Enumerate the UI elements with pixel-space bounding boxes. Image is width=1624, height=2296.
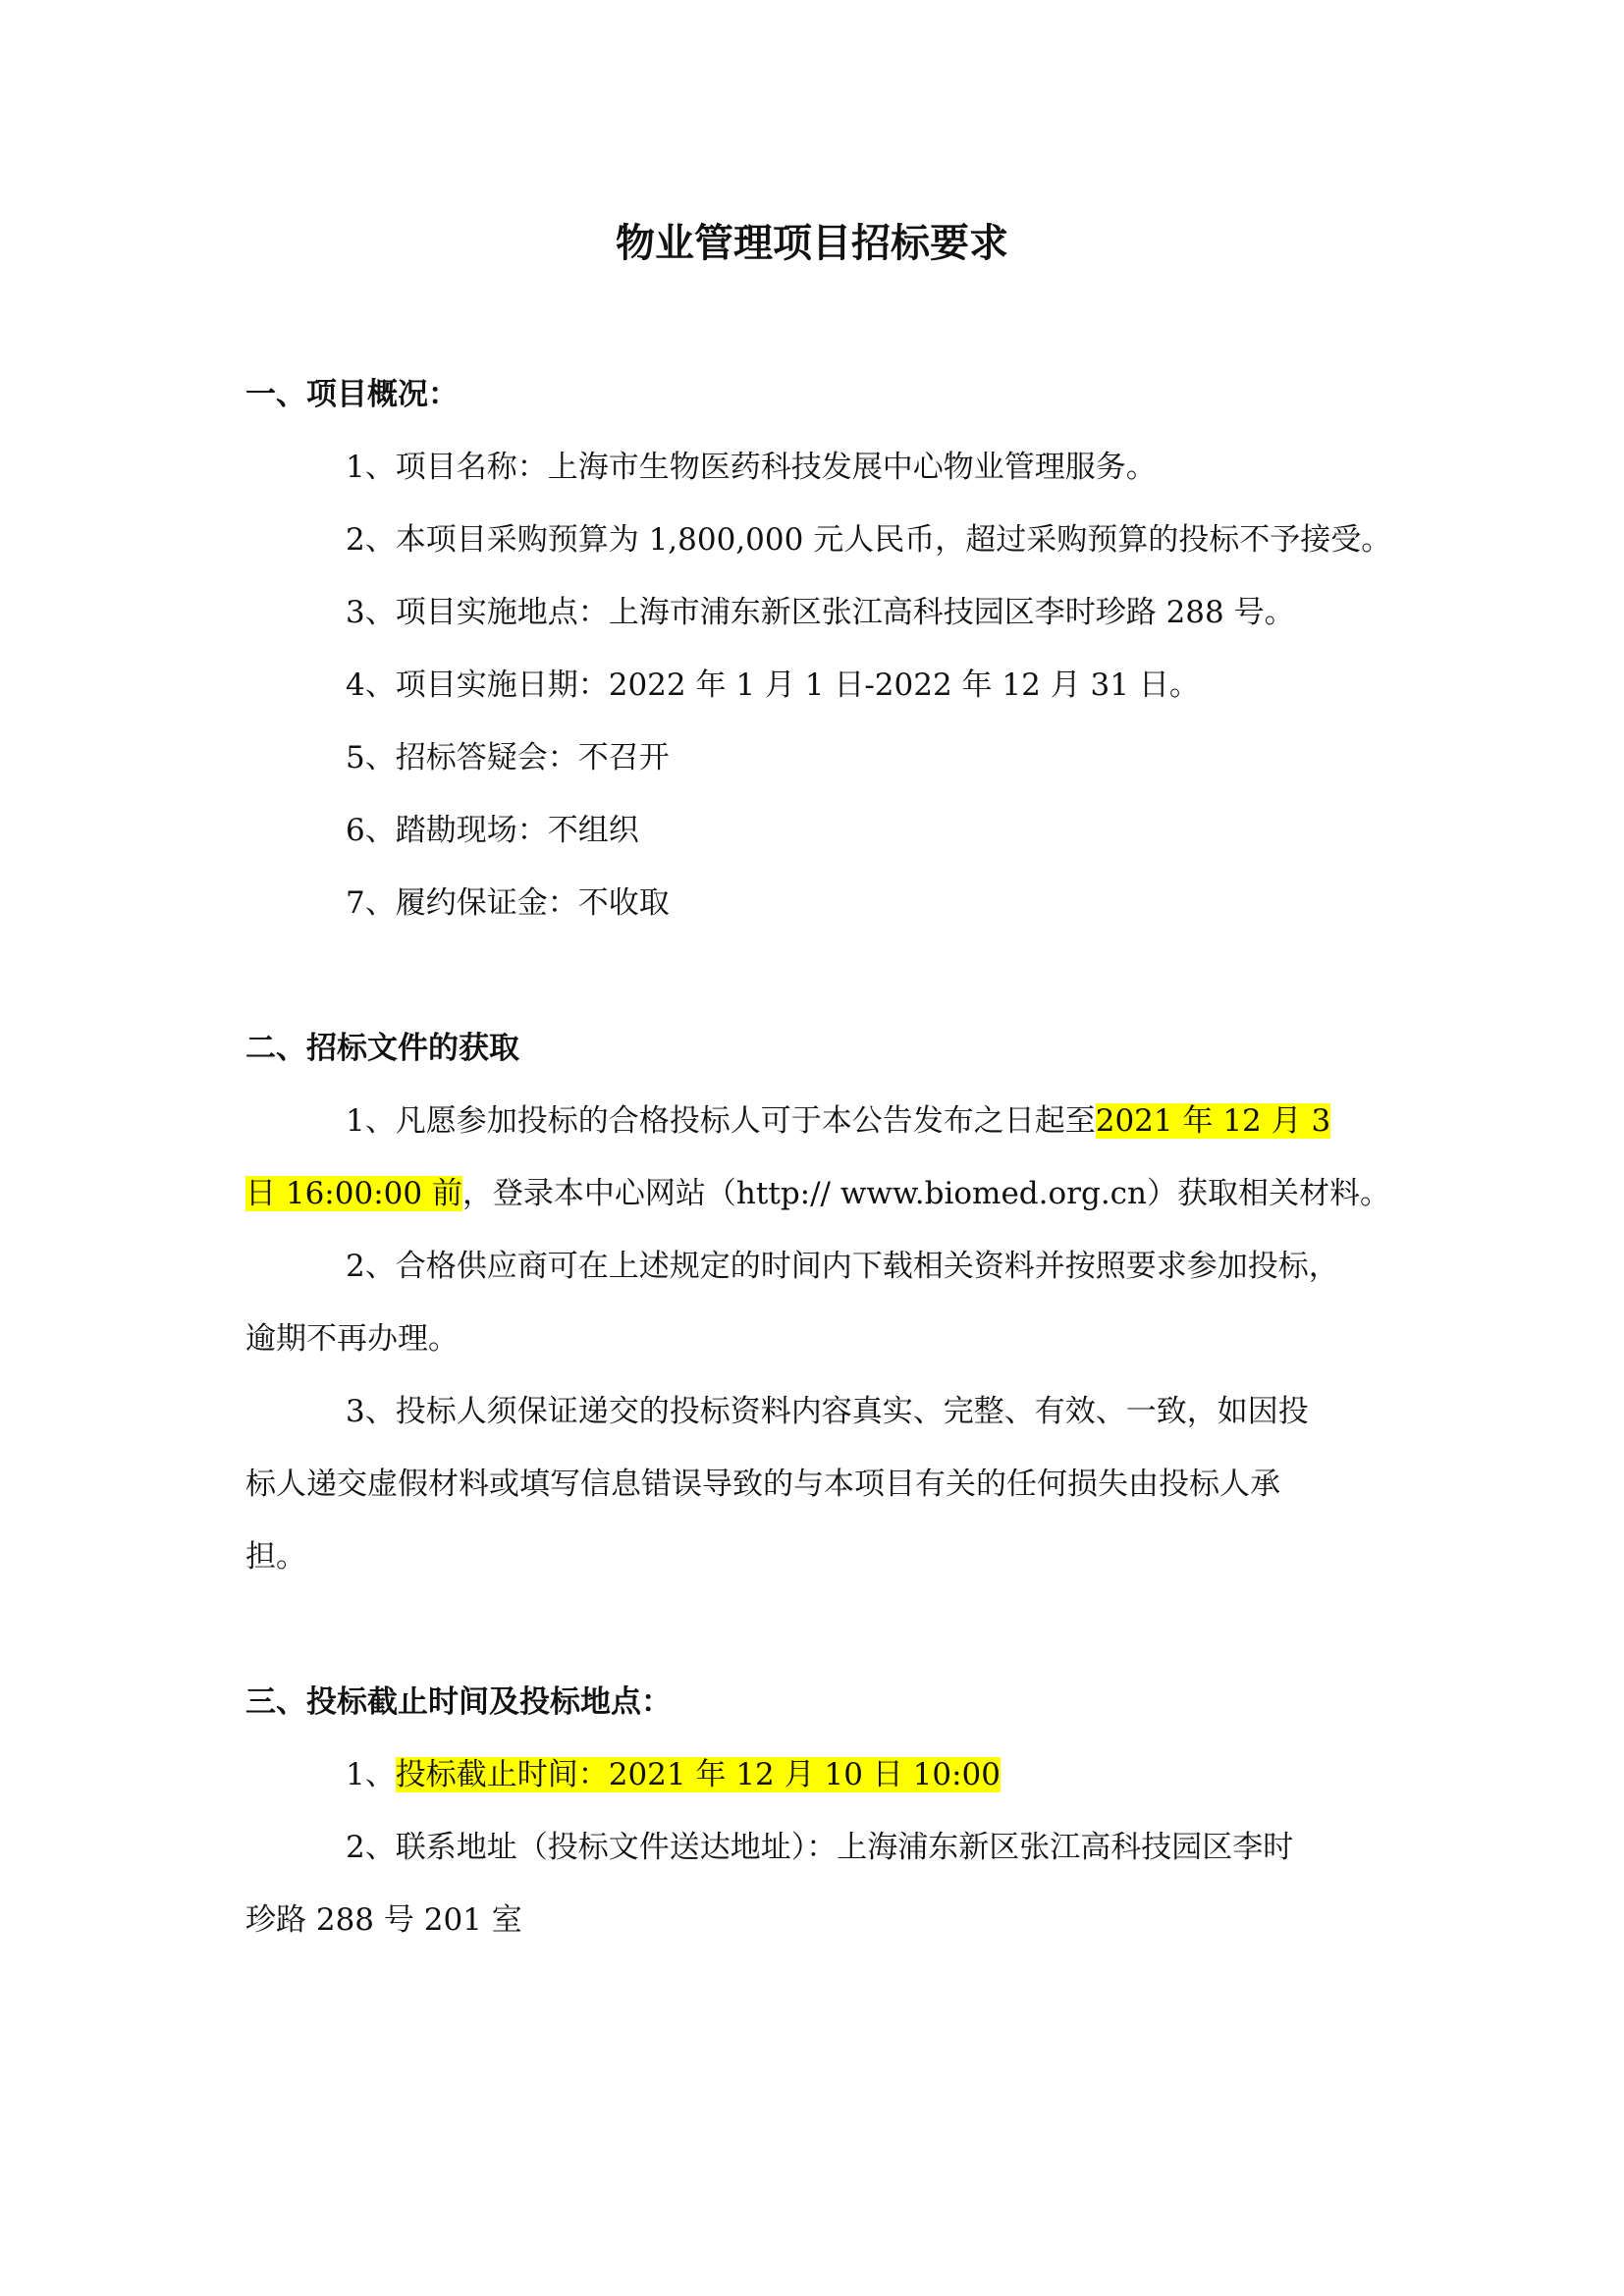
section3-item-1 [346, 1750, 1001, 1799]
section2-p2-line2: 逾期不再办理。 [245, 1321, 459, 1357]
highlight-deadline-time: 日 16:00:00 前 [245, 1176, 462, 1211]
section2-p1-text-cont: ，登录本中心网站（http:// www.biomed.org.cn）获取相关材料。 [461, 1176, 1390, 1211]
section2-p3-line1: 3、投标人须保证递交的投标资料内容真实、完整、有效、一致，如因投 [346, 1394, 1309, 1429]
section2-p1-text: 1、凡愿参加投标的合格投标人可于本公告发布之日起至 [346, 1103, 1096, 1139]
section1-item-2: 2、本项目采购预算为 1,800,000 元人民币，超过采购预算的投标不予接受。 [346, 522, 1392, 558]
section1-item-5: 5、招标答疑会：不召开 [346, 740, 670, 775]
section2-p2-line1: 2、合格供应商可在上述规定的时间内下载相关资料并按照要求参加投标， [346, 1249, 1339, 1284]
highlight-submission-deadline: 投标截止时间：2021 年 12 月 10 日 10:00 [395, 1757, 1001, 1792]
section1-item-7: 7、履约保证金：不收取 [346, 885, 670, 921]
section1-item-3: 3、项目实施地点：上海市浦东新区张江高科技园区李时珍路 288 号。 [346, 595, 1295, 630]
section3-item-2-line1: 2、联系地址（投标文件送达地址）：上海浦东新区张江高科技园区李时 [346, 1830, 1294, 1865]
section2-p3-line3: 担。 [245, 1539, 306, 1575]
section1-item-4: 4、项目实施日期：2022 年 1 月 1 日-2022 年 12 月 31 日。 [346, 667, 1200, 703]
section2-p1-line1 [346, 1096, 1330, 1146]
section1-item-1: 1、项目名称：上海市生物医药科技发展中心物业管理服务。 [346, 450, 1157, 485]
section2-heading: 二、招标文件的获取 [245, 1031, 519, 1066]
section3-item-1-number: 1、 [346, 1757, 396, 1792]
highlight-deadline-date: 2021 年 12 月 3 [1095, 1103, 1331, 1139]
section2-p3-line2: 标人递交虚假材料或填写信息错误导致的与本项目有关的任何损失由投标人承 [245, 1467, 1280, 1502]
section2-p1-line2 [245, 1169, 1390, 1218]
document-title: 物业管理项目招标要求 [616, 220, 1008, 266]
section3-heading: 三、投标截止时间及投标地点： [245, 1684, 672, 1720]
section1-item-6: 6、踏勘现场：不组织 [346, 813, 639, 848]
section1-heading: 一、项目概况： [245, 377, 459, 412]
section3-item-2-line2: 珍路 288 号 201 室 [245, 1902, 522, 1938]
